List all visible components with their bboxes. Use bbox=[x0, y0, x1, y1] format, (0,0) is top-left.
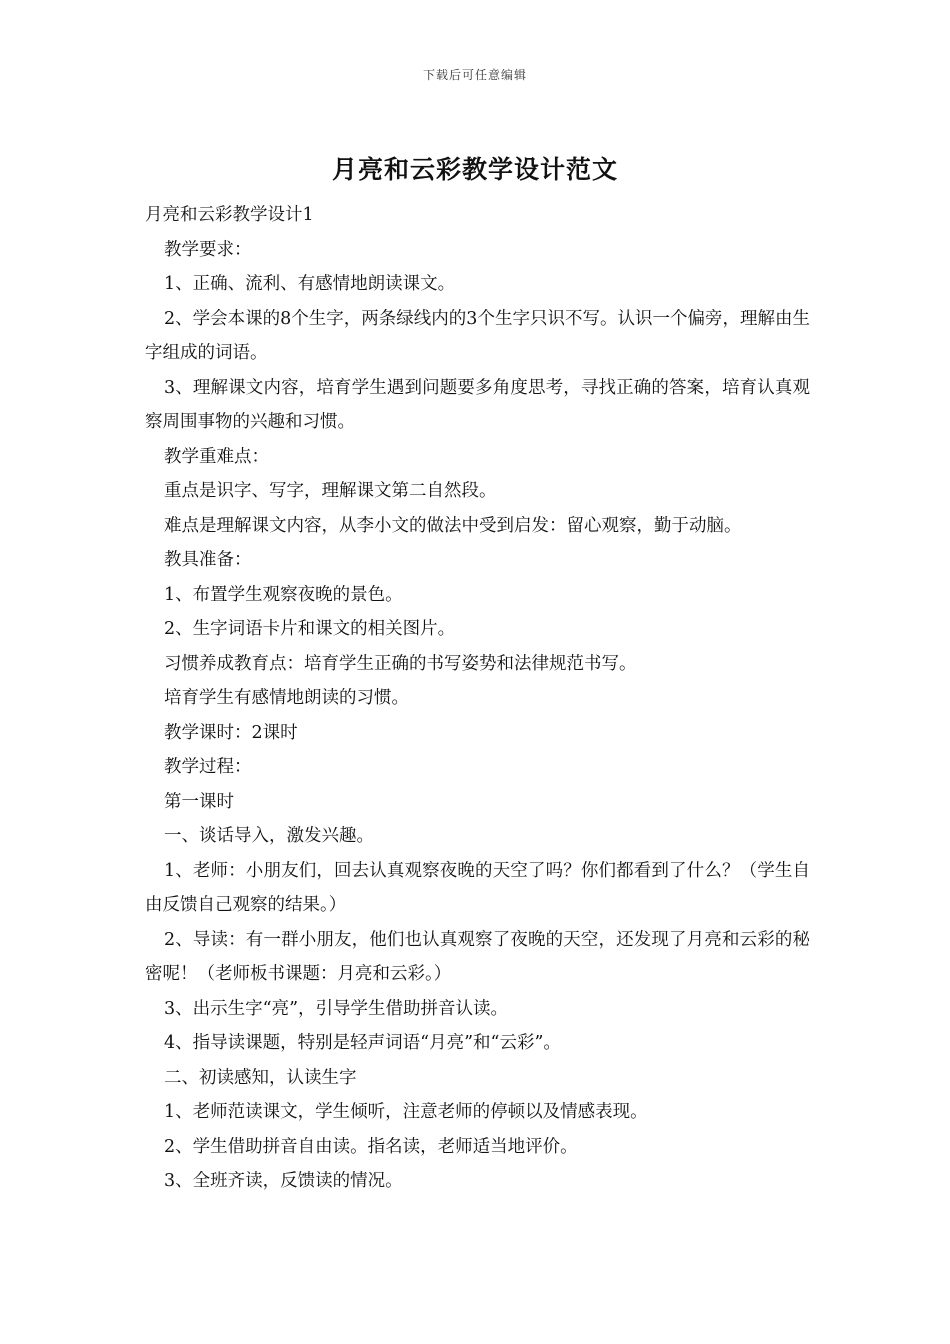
paragraph: 难点是理解课文内容，从李小文的做法中受到启发：留心观察，勤于动脑。 bbox=[164, 515, 742, 536]
paragraph: 习惯养成教育点：培育学生正确的书写姿势和法律规范书写。 bbox=[164, 653, 637, 674]
paragraph: 1、布置学生观察夜晚的景色。 bbox=[164, 584, 403, 605]
document-title: 月亮和云彩教学设计范文 bbox=[331, 155, 618, 184]
paragraph: 教学过程： bbox=[164, 757, 252, 777]
header-note: 下载后可任意编辑 bbox=[422, 68, 527, 82]
paragraph: 教具准备： bbox=[164, 550, 252, 570]
paragraph: 2、学会本课的8个生字，两条绿线内的3个生字只识不写。认识一个偏旁，理解由生字组成的词语。 bbox=[145, 308, 810, 363]
paragraph: 1、老师：小朋友们，回去认真观察夜晚的天空了吗？你们都看到了什么？（学生自由反馈自己观察的结果。） bbox=[145, 860, 810, 915]
paragraph: 月亮和云彩教学设计1 bbox=[145, 205, 314, 225]
paragraph: 教学课时：2课时 bbox=[164, 722, 298, 743]
document-body bbox=[145, 198, 810, 1199]
paragraph: 1、老师范读课文，学生倾听，注意老师的停顿以及情感表现。 bbox=[164, 1102, 648, 1122]
paragraph: 3、全班齐读，反馈读的情况。 bbox=[164, 1171, 403, 1191]
paragraph: 3、理解课文内容，培育学生遇到问题要多角度思考，寻找正确的答案，培育认真观察周围事物的兴趣和习惯。 bbox=[145, 377, 810, 432]
paragraph: 教学要求： bbox=[164, 239, 252, 260]
paragraph: 教学重难点： bbox=[164, 446, 269, 467]
paragraph: 2、导读：有一群小朋友，他们也认真观察了夜晚的天空，还发现了月亮和云彩的秘密呢！（老师板书课题：月亮和云彩。） bbox=[145, 929, 810, 984]
paragraph: 4、指导读课题，特别是轻声词语“月亮”和“云彩”。 bbox=[164, 1033, 561, 1053]
paragraph: 培育学生有感情地朗读的习惯。 bbox=[164, 688, 409, 708]
paragraph: 2、生字词语卡片和课文的相关图片。 bbox=[164, 619, 456, 639]
paragraph: 重点是识字、写字，理解课文第二自然段。 bbox=[164, 481, 497, 501]
paragraph: 第一课时 bbox=[164, 791, 234, 812]
paragraph: 2、学生借助拼音自由读。指名读，老师适当地评价。 bbox=[164, 1136, 578, 1157]
paragraph: 二、初读感知，认读生字 bbox=[164, 1067, 357, 1088]
paragraph: 一、谈话导入，激发兴趣。 bbox=[164, 826, 374, 846]
paragraph: 3、出示生字“亮”，引导学生借助拼音认读。 bbox=[164, 998, 509, 1019]
paragraph: 1、正确、流利、有感情地朗读课文。 bbox=[164, 274, 456, 294]
